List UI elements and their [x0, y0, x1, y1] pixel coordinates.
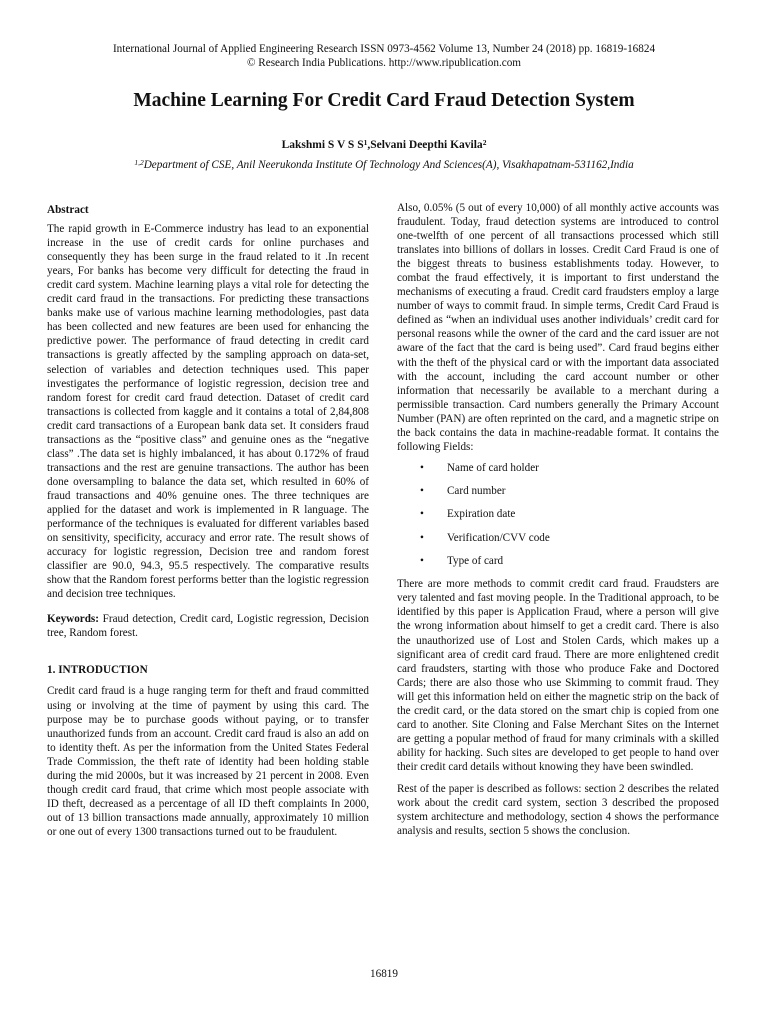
- bullet-icon: •: [420, 508, 424, 521]
- author-2: Selvani Deepthi Kavila: [370, 139, 483, 151]
- list-item-text: Card number: [447, 485, 506, 498]
- author-1-sup: 1: [363, 138, 368, 147]
- journal-header: International Journal of Applied Engineering Research ISSN 0973-4562 Volume 13, Number 24 (2018) pp. 16819-16824: [112, 43, 656, 55]
- author-list: [0, 138, 768, 152]
- list-item: [397, 484, 719, 498]
- bullet-icon: •: [420, 531, 424, 544]
- right-paragraph-3: Rest of the paper is described as follows: section 2 describes the related work about the credit card system, section 3 described the proposed system architecture and methodology, section 4 shows the performance analysis and results, section 5 shows the conclusion.: [397, 782, 719, 838]
- author-separator: ,: [367, 139, 371, 151]
- affiliation: [0, 158, 768, 172]
- abstract-heading: Abstract: [47, 204, 89, 216]
- card-fields-list: [397, 461, 719, 568]
- introduction-heading: 1. INTRODUCTION: [47, 664, 148, 677]
- list-item-text: Type of card: [447, 555, 504, 568]
- page-number: 16819: [370, 968, 398, 980]
- publisher-line: © Research India Publications. http://www.ripublication.com: [246, 57, 522, 69]
- right-paragraph-2: There are more methods to commit credit card fraud. Fraudsters are very talented and fast moving people. In the Traditional approach, to be identified by this paper is Application Fraud, where a person will give the wrong information about himself to get a credit card. There is also the unauthorized use of Lost and Stolen Cards, which makes up a significant area of credit card fraud. There are more enlightened credit card fraudsters, starting with those who produce Fake and Doctored Cards; there are also those who use Skimming to commit fraud. They will get this information held on either the magnetic strip on the back of the credit card, or the data stored on the smart chip is copied from one card to another. Site Cloning and False Merchant Sites on the Internet are getting a popular method of fraud for many criminals with a skilled ability for hacking. Such sites are developed to get people to hand over their credit card details without knowing they have been swindled.: [397, 578, 719, 773]
- bullet-icon: •: [420, 555, 424, 568]
- introduction-paragraph: Credit card fraud is a huge ranging term for theft and fraud committed using or involving at the time of payment by using this card. The purpose may be to purchase goods without paying, or to transfer unauthorized funds from an account. Credit card fraud is also an add on to identity theft. As per the information from the United States Federal Trade Commission, the theft rate of identity had been holding stable during the mid 2000s, but it was increased by 21 percent in 2008. Even though credit card fraud, that crime which most people associate with ID theft, decreased as a percentage of all ID theft complaints In 2000, out of 13 billion transactions made annually, approximately 10 million or one out of every 1300 transactions turned out to be fraudulent.: [47, 685, 369, 838]
- author-1: Lakshmi S V S S: [281, 139, 364, 151]
- list-item-text: Name of card holder: [447, 461, 539, 474]
- bullet-icon: •: [420, 461, 424, 474]
- keywords-text: Fraud detection, Credit card, Logistic regression, Decision tree, Random forest.: [47, 613, 369, 640]
- author-2-sup: 2: [482, 138, 487, 147]
- right-paragraph-1: Also, 0.05% (5 out of every 10,000) of all monthly active accounts was fraudulent. Today, fraud detection systems are introduced to control one-twelfth of one percent of all transactions processed which still translates into billions of dollars in losses. Credit Card Fraud is one of the biggest threats to business establishments today. However, to combat the fraud effectively, it is important to first understand the mechanisms of executing a fraud. Credit card fraudsters employ a large number of ways to commit fraud. In simple terms, Credit Card Fraud is defined as “when an individual uses another individuals’ credit card for personal reasons while the owner of the card and the card issuer are not aware of the fact that the card is being used”. Card fraud begins either with the theft of the physical card or with the important data associated with the account, including the card account number or other information that necessarily be available to a merchant during a permissible transaction. Card numbers generally the Primary Account Number (PAN) are often reprinted on the card, and a magnetic stripe on the back contains the data in machine-readable format. It contains the following Fields:: [397, 202, 719, 453]
- keywords-label: Keywords:: [47, 613, 99, 626]
- list-item: [397, 554, 719, 568]
- abstract-body: The rapid growth in E-Commerce industry has lead to an exponential increase in the use of credit cards for online purchases and consequently they has been surge in the fraud related to it .In recent years, For banks has become very difficult for detecting the fraud in credit card system. Machine learning plays a vital role for detecting the credit card fraud in the transactions. For predicting these transactions banks make use of various machine learning methodologies, past data has been collected and new features are been used for enhancing the predictive power. The performance of fraud detecting in credit card transactions is greatly affected by the sampling approach on data-set, selection of variables and detection techniques used. This paper investigates the performance of logistic regression, decision tree and random forest for credit card fraud detection. Dataset of credit card transactions is collected from kaggle and it contains a total of 2,84,808 credit card transactions of a European bank data set. It considers fraud transactions as the “positive class” and genuine ones as the “negative class” .The data set is highly imbalanced, it has about 0.172% of fraud transactions and the rest are genuine transactions. The author has been done oversampling to balance the data set, which resulted in 60% of fraud transactions and 40% genuine ones. The three techniques are applied for the dataset and work is implemented in R language. The performance of the techniques is evaluated for different variables based on sensitivity, specificity, accuracy and error rate. The result shows of accuracy for logistic regression, Decision tree and random forest classifier are 90.0, 94.3, 95.5 respectively. The comparative results show that the Random forest performs better than the logistic regression and decision tree techniques.: [47, 223, 369, 601]
- list-item-text: Expiration date: [447, 508, 516, 521]
- list-item: [397, 461, 719, 475]
- list-item: [397, 507, 719, 521]
- list-item-text: Verification/CVV code: [447, 531, 550, 544]
- affiliation-sup: 1,2: [134, 158, 144, 167]
- paper-title: Machine Learning For Credit Card Fraud Detection System: [133, 90, 635, 111]
- bullet-icon: •: [420, 485, 424, 498]
- list-item: [397, 531, 719, 545]
- keywords: [47, 612, 369, 640]
- left-column: [47, 203, 369, 839]
- right-column: [397, 201, 719, 838]
- affiliation-text: Department of CSE, Anil Neerukonda Institute Of Technology And Sciences(A), Visakhapatnam-531162,India: [143, 159, 634, 171]
